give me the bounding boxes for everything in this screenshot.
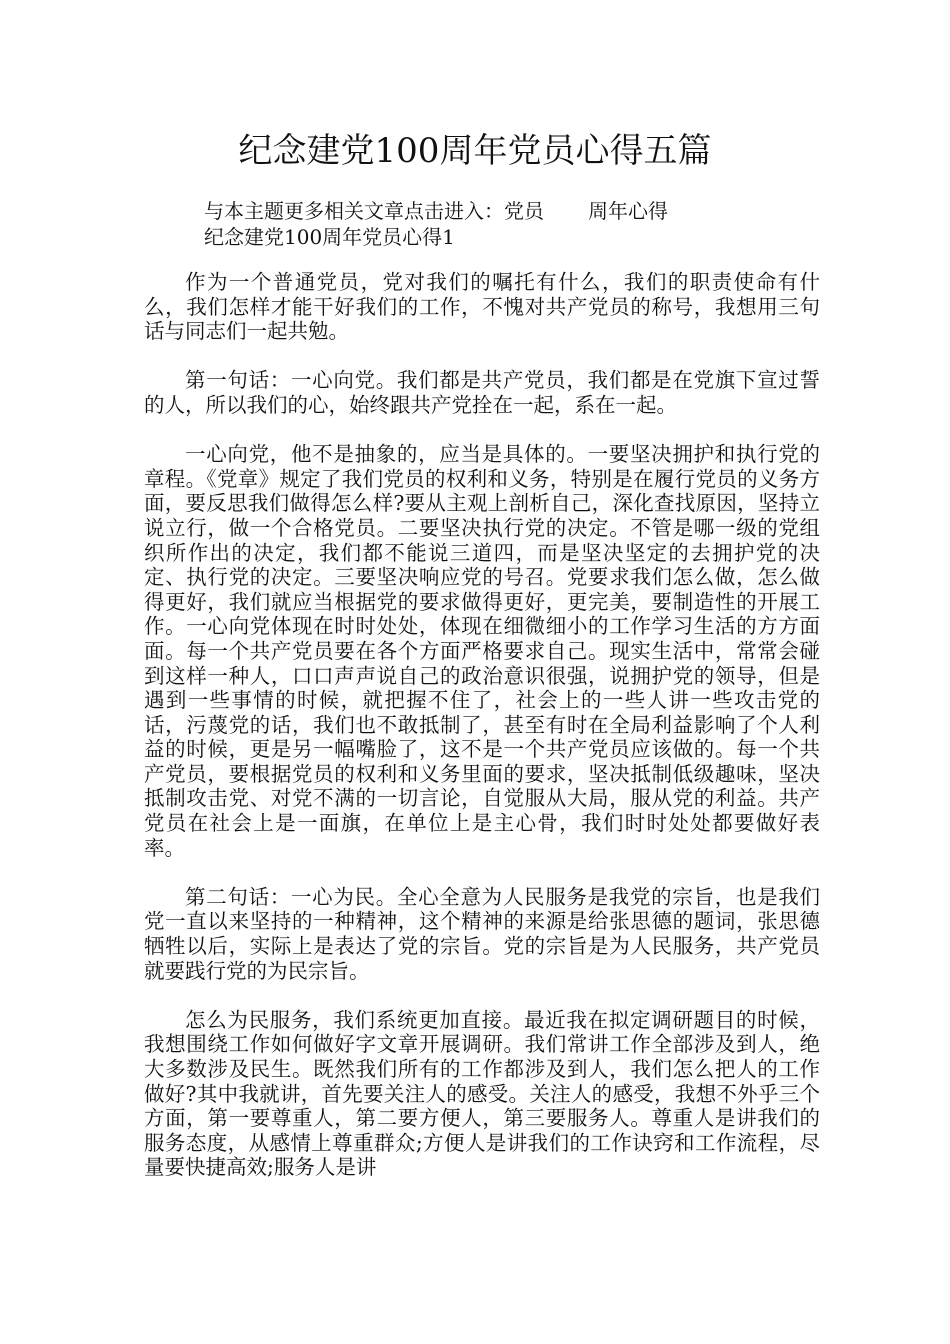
- related-line: [204, 198, 824, 224]
- paragraph: 作为一个普通党员，党对我们的嘱托有什么，我们的职责使命有什么，我们怎样才能干好我们的工作，不愧对共产党员的称号，我想用三句话与同志们一起共勉。: [144, 270, 820, 344]
- paragraph: 第二句话：一心为民。全心全意为人民服务是我党的宗旨，也是我们党一直以来坚持的一种精神，这个精神的来源是给张思德的题词，张思德牺牲以后，实际上是表达了党的宗旨。党的宗旨是为人民服务，共产党员就要践行党的为民宗旨。: [144, 884, 820, 983]
- related-subtitle: 纪念建党100周年党员心得1: [204, 225, 455, 249]
- related-suffix: 周年心得: [588, 199, 668, 223]
- document-title: 纪念建党100周年党员心得五篇: [238, 131, 712, 171]
- paragraph: 第一句话：一心向党。我们都是共产党员，我们都是在党旗下宣过誓的人，所以我们的心，始终跟共产党拴在一起，系在一起。: [144, 368, 820, 417]
- document-body: [144, 270, 820, 1205]
- paragraph: 怎么为民服务，我们系统更加直接。最近我在拟定调研题目的时候，我想围绕工作如何做好字文章开展调研。我们常讲工作全部涉及到人，绝大多数涉及民生。既然我们所有的工作都涉及到人，我们怎么把人的工作做好?其中我就讲，首先要关注人的感受。关注人的感受，我想不外乎三个方面，第一要尊重人，第二要方便人，第三要服务人。尊重人是讲我们的服务态度，从感情上尊重群众;方便人是讲我们的工作诀窍和工作流程，尽量要快捷高效;服务人是讲: [144, 1007, 820, 1180]
- related-prefix: 与本主题更多相关文章点击进入：党员: [204, 199, 544, 223]
- paragraph: 一心向党，他不是抽象的，应当是具体的。一要坚决拥护和执行党的章程。《党章》规定了我们党员的权利和义务，特别是在履行党员的义务方面，要反思我们做得怎么样?要从主观上剖析自己，深化查找原因，坚持立说立行，做一个合格党员。二要坚决执行党的决定。不管是哪一级的党组织所作出的决定，我们都不能说三道四，而是坚决坚定的去拥护党的决定、执行党的决定。三要坚决响应党的号召。党要求我们怎么做，怎么做得更好，我们就应当根据党的要求做得更好，更完美，要制造性的开展工作。一心向党体现在时时处处，体现在细微细小的工作学习生活的方方面面。每一个共产党员要在各个方面严格要求自己。现实生活中，常常会碰到这样一种人，口口声声说自己的政治意识很强，说拥护党的领导，但是遇到一些事情的时候，就把握不住了，社会上的一些人讲一些攻击党的话，污蔑党的话，我们也不敢抵制了，甚至有时在全局利益影响了个人利益的时候，更是另一幅嘴脸了，这不是一个共产党员应该做的。每一个共产党员，要根据党员的权利和义务里面的要求，坚决抵制低级趣味，坚决抵制攻击党、对党不满的一切言论，自觉服从大局，服从党的利益。共产党员在社会上是一面旗，在单位上是主心骨，我们时时处处都要做好表率。: [144, 442, 820, 860]
- related-links: [204, 198, 824, 250]
